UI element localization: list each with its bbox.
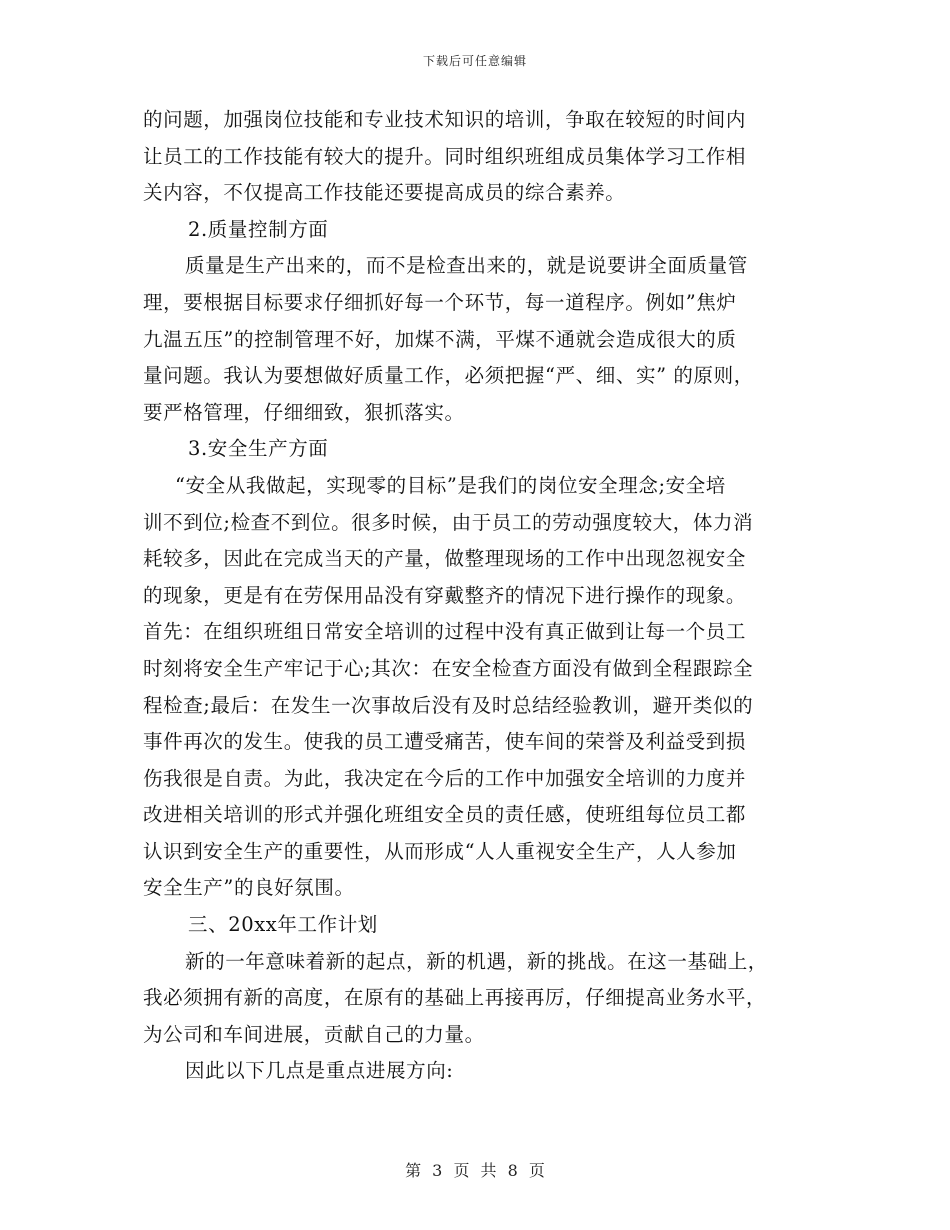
page-number-footer: 第 3 页 共 8 页 xyxy=(405,1161,545,1180)
body-line: 伤我很是自责。为此，我决定在今后的工作中加强安全培训的力度并 xyxy=(143,766,747,790)
section-heading-plan: 三、20xx年工作计划 xyxy=(188,913,378,937)
body-line: 让员工的工作技能有较大的提升。同时组织班组成员集体学习工作相 xyxy=(143,144,747,168)
body-line: 九温五压”的控制管理不好，加煤不满，平煤不通就会造成很大的质 xyxy=(143,327,737,351)
body-line: 时刻将安全生产牢记于心;其次：在安全检查方面没有做到全程跟踪全 xyxy=(143,656,754,680)
body-line: 要严格管理，仔细细致，狠抓落实。 xyxy=(143,400,465,424)
body-line: 事件再次的发生。使我的员工遭受痛苦，使车间的荣誉及利益受到损 xyxy=(143,730,747,754)
body-line: 我必须拥有新的高度，在原有的基础上再接再厉，仔细提高业务水平， xyxy=(143,986,767,1010)
body-line: “安全从我做起，实现零的目标”是我们的岗位安全理念;安全培 xyxy=(175,473,726,497)
body-line: 为公司和车间进展，贡献自己的力量。 xyxy=(143,1022,485,1046)
body-line: 耗较多，因此在完成当天的产量，做整理现场的工作中出现忽视安全 xyxy=(143,547,747,571)
body-line: 质量是生产出来的，而不是检查出来的，就是说要讲全面质量管 xyxy=(185,254,748,278)
document-body xyxy=(143,102,823,1090)
body-line: 因此以下几点是重点进展方向: xyxy=(185,1059,454,1083)
body-line: 关内容，不仅提高工作技能还要提高成员的综合素养。 xyxy=(143,181,626,205)
section-heading-safety: 3.安全生产方面 xyxy=(188,437,329,461)
section-heading-quality: 2.质量控制方面 xyxy=(188,217,329,241)
body-line: 量问题。我认为要想做好质量工作，必须把握“严、细、实” 的原则， xyxy=(143,364,754,388)
page-header-note: 下载后可任意编辑 xyxy=(422,54,527,68)
body-line: 安全生产”的良好氛围。 xyxy=(143,876,355,900)
body-line: 程检查;最后：在发生一次事故后没有及时总结经验教训，避开类似的 xyxy=(143,693,754,717)
body-line: 的问题，加强岗位技能和专业技术知识的培训，争取在较短的时间内 xyxy=(143,108,747,131)
body-line: 理，要根据目标要求仔细抓好每一个环节，每一道程序。例如”焦炉 xyxy=(143,290,737,314)
body-line: 改进相关培训的形式并强化班组安全员的责任感，使班组每位员工都 xyxy=(143,803,747,827)
body-line: 认识到安全生产的重要性，从而形成“人人重视安全生产，人人参加 xyxy=(143,839,737,863)
body-line: 新的一年意味着新的起点，新的机遇，新的挑战。在这一基础上， xyxy=(185,949,768,973)
body-line: 的现象，更是有在劳保用品没有穿戴整齐的情况下进行操作的现象。 xyxy=(143,583,747,607)
body-line: 训不到位;检查不到位。很多时候，由于员工的劳动强度较大，体力消 xyxy=(143,510,754,534)
body-line: 首先：在组织班组日常安全培训的过程中没有真正做到让每一个员工 xyxy=(143,620,747,644)
